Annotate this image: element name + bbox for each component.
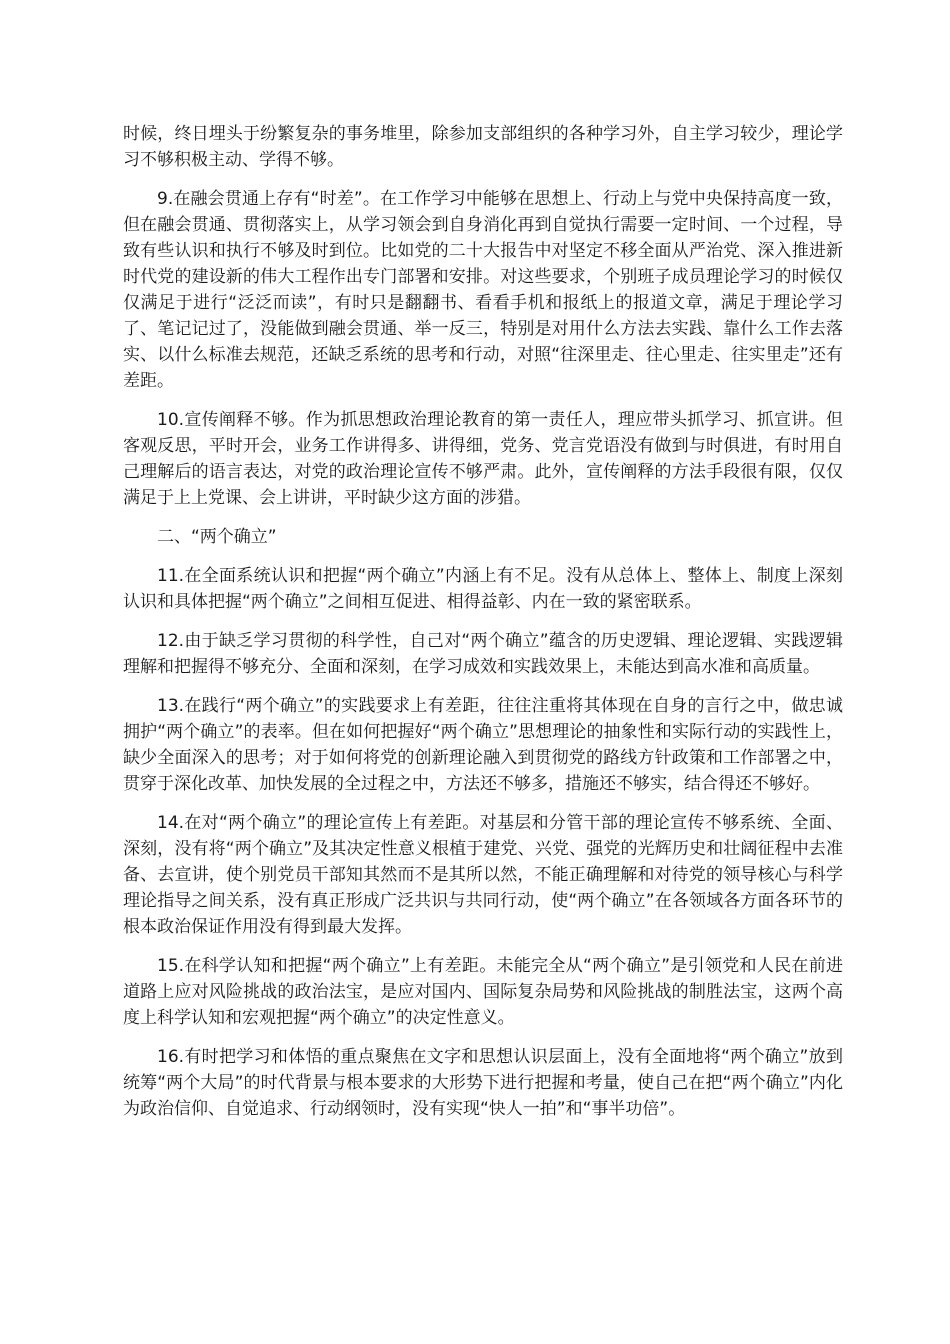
paragraph-item-14: 14.在对“两个确立”的理论宣传上有差距。对基层和分管干部的理论宣传不够系统、全面、深刻，没有将“两个确立”及其决定性意义根植于建党、兴党、强党的光辉历史和壮阔征程中去准备、去宣讲，使个别党员干部知其然而不是其所以然，不能正确理解和对待党的领导核心与科学理论指导之间关系，没有真正形成广泛共识与共同行动，使“两个确立”在各领域各方面各环节的根本政治保证作用没有得到最大发挥。 xyxy=(123,813,843,937)
paragraph-item-9: 9.在融会贯通上存有“时差”。在工作学习中能够在思想上、行动上与党中央保持高度一致，但在融会贯通、贯彻落实上，从学习领会到自身消化再到自觉执行需要一定时间、一个过程，导致有些认识和执行不够及时到位。比如党的二十大报告中对坚定不移全面从严治党、深入推进新时代党的建设新的伟大工程作出专门部署和安排。对这些要求，个别班子成员理论学习的时候仅仅满足于进行“泛泛而读”，有时只是翻翻书、看看手机和报纸上的报道文章，满足于理论学习了、笔记记过了，没能做到融会贯通、举一反三，特别是对用什么方法去实践、靠什么工作去落实、以什么标准去规范，还缺乏系统的思考和行动，对照“往深里走、往心里走、往实里走”还有差距。 xyxy=(123,189,843,391)
paragraph-item-15: 15.在科学认知和把握“两个确立”上有差距。未能完全从“两个确立”是引领党和人民在前进道路上应对风险挑战的政治法宝，是应对国内、国际复杂局势和风险挑战的制胜法宝，这两个高度上科学认知和宏观把握“两个确立”的决定性意义。 xyxy=(123,956,843,1028)
paragraph-item-16: 16.有时把学习和体悟的重点聚焦在文字和思想认识层面上，没有全面地将“两个确立”放到统筹“两个大局”的时代背景与根本要求的大形势下进行把握和考量，使自己在把“两个确立”内化为政治信仰、自觉追求、行动纲领时，没有实现“快人一拍”和“事半功倍”。 xyxy=(123,1047,843,1119)
document-body xyxy=(123,121,843,1135)
paragraph-item-13: 13.在践行“两个确立”的实践要求上有差距，往往注重将其体现在自身的言行之中，做忠诚拥护“两个确立”的表率。但在如何把握好“两个确立”思想理论的抽象性和实际行动的实践性上，缺少全面深入的思考；对于如何将党的创新理论融入到贯彻党的路线方针政策和工作部署之中，贯穿于深化改革、加快发展的全过程之中，方法还不够多，措施还不够实，结合得还不够好。 xyxy=(123,696,843,794)
paragraph-item-10: 10.宣传阐释不够。作为抓思想政治理论教育的第一责任人，理应带头抓学习、抓宣讲。但客观反思，平时开会，业务工作讲得多、讲得细，党务、党言党语没有做到与时俱进，有时用自己理解后的语言表达，对党的政治理论宣传不够严肃。此外，宣传阐释的方法手段很有限，仅仅满足于上上党课、会上讲讲，平时缺少这方面的涉猎。 xyxy=(123,410,843,508)
paragraph-item-12: 12.由于缺乏学习贯彻的科学性，自己对“两个确立”蕴含的历史逻辑、理论逻辑、实践逻辑理解和把握得不够充分、全面和深刻，在学习成效和实践效果上，未能达到高水准和高质量。 xyxy=(123,631,843,677)
paragraph-continuation: 时候，终日埋头于纷繁复杂的事务堆里，除参加支部组织的各种学习外，自主学习较少，理论学习不够积极主动、学得不够。 xyxy=(123,124,843,170)
paragraph-item-11: 11.在全面系统认识和把握“两个确立”内涵上有不足。没有从总体上、整体上、制度上深刻认识和具体把握“两个确立”之间相互促进、相得益彰、内在一致的紧密联系。 xyxy=(123,566,843,612)
section-heading-two-establishments: 二、“两个确立” xyxy=(157,527,277,547)
